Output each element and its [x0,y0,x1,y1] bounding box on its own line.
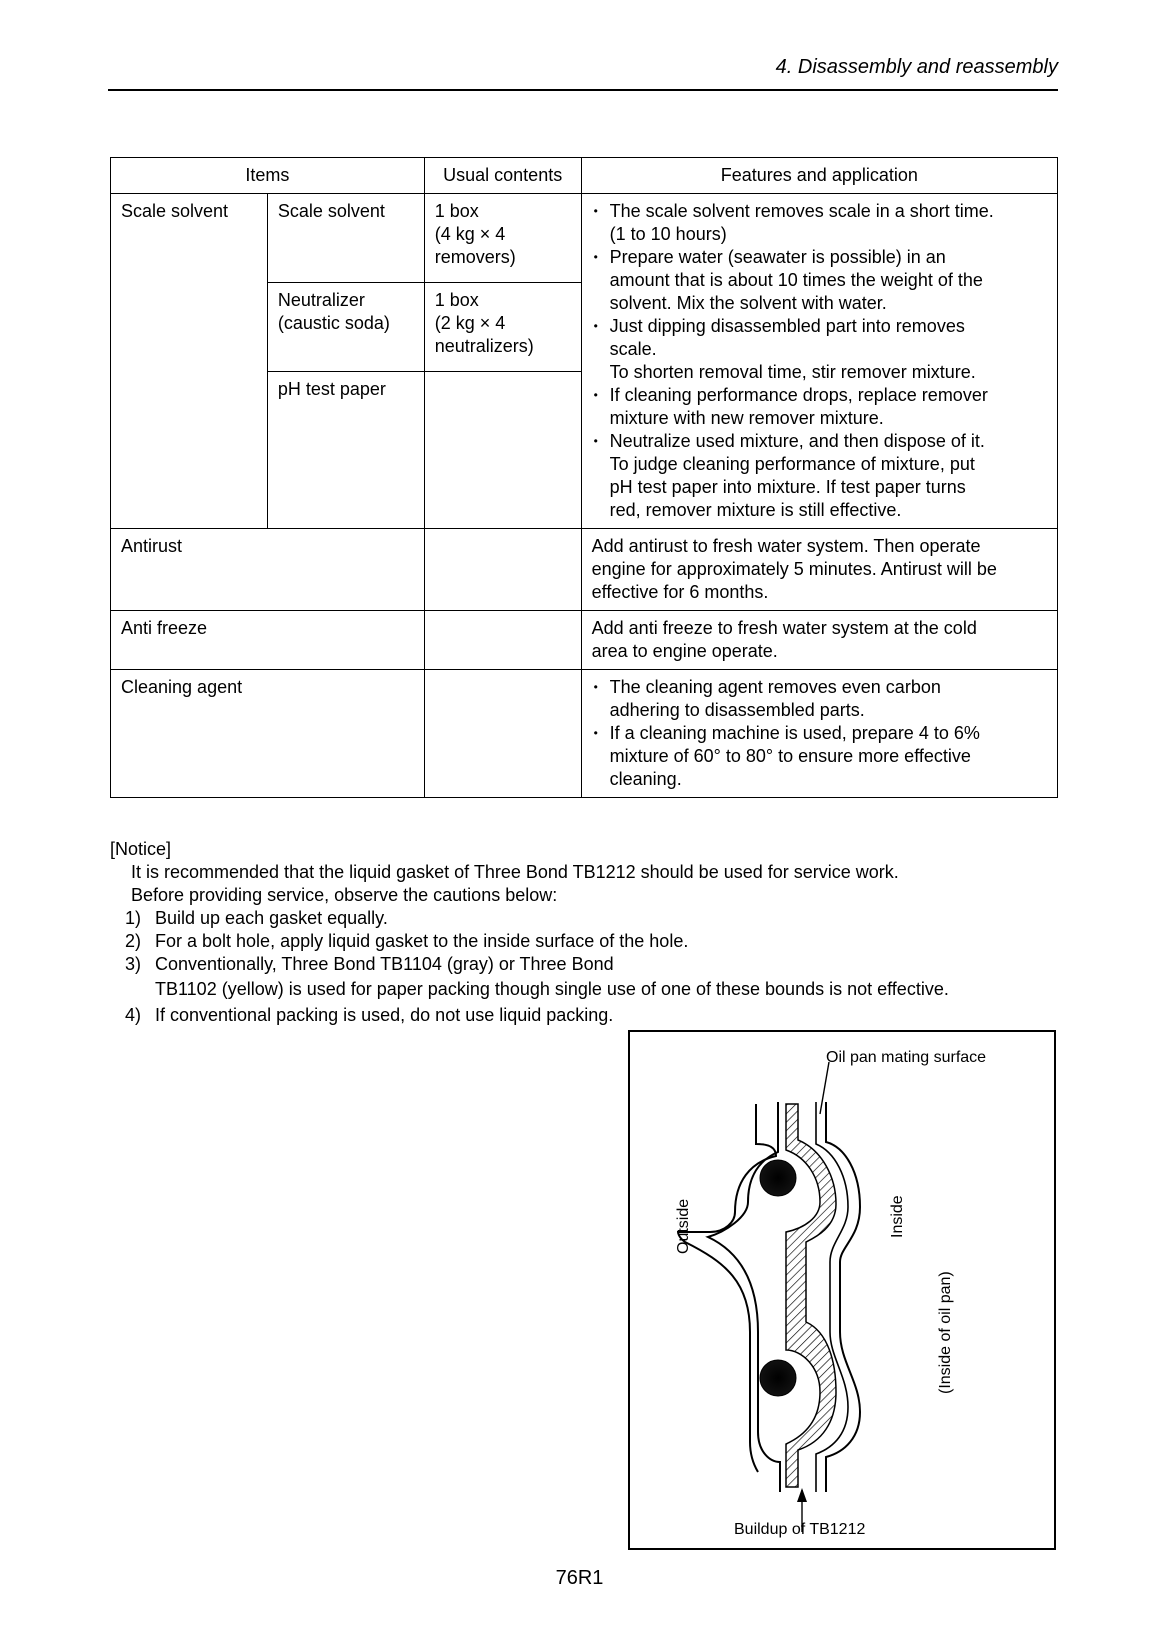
bolt-lower [760,1360,796,1396]
antirust-item-cell [111,529,425,611]
notice-section [110,838,1060,1027]
label-outside: Outside [675,1198,692,1254]
page-number: 76R1 [555,1567,604,1589]
scale-solvent-features-cell [581,194,1057,529]
antirust-features-cell: Add antirust to fresh water system. Then operate engine for approximately 5 minutes. Antirust will be effective for 6 months. [581,529,1057,611]
outside-part-outline [678,1104,776,1472]
scale-solvent-item: Scale solvent [277,201,385,221]
feature-bullet: • Prepare water (seawater is possible) in an amount that is about 10 times the weight of the solvent. Mix the solvent with water. [610,246,1047,315]
anti-freeze-item-cell [111,611,425,670]
feature-bullet: • Neutralize used mixture, and then dispose of it. To judge cleaning performance of mixture, put pH test paper into mixture. If test paper turns red, remover mixture is still effective. [610,430,1047,522]
antirust-contents-cell [424,529,581,611]
scale-solvent-item-cell [267,194,424,283]
notice-lead-line: Before providing service, observe the cautions below: [131,885,558,905]
anti-freeze-item: Anti freeze [121,618,208,638]
anti-freeze-features-cell: Add anti freeze to fresh water system at the cold area to engine operate. [581,611,1057,670]
label-inside: Inside [889,1195,906,1238]
oil-pan-outline [826,1102,860,1492]
arrow-head-icon [797,1488,807,1502]
label-buildup: Buildup of TB1212 [734,1521,866,1538]
feature-bullet: • The scale solvent removes scale in a short time. (1 to 10 hours) [610,200,1047,246]
neutralizer-item: Neutralizer [277,290,365,310]
antirust-item: Antirust [121,536,183,556]
list-item: 4) If conventional packing is used, do not use liquid packing. [125,1005,614,1025]
notice-title: [Notice] [110,839,172,859]
materials-table [110,157,1058,798]
list-item: 3) Conventionally, Three Bond TB1104 (gray) or Three Bond TB1102 (yellow) is used for paper packing though single use of one of these bounds is not effective. [125,954,949,999]
feature-bullet: • Just dipping disassembled part into removes scale. To shorten removal time, stir remover mixture. [610,315,1047,384]
contents-line: 1 box [434,290,479,310]
notice-lead-line: It is recommended that the liquid gasket of Three Bond TB1212 should be used for service work. [131,862,899,882]
top-leader-line [820,1062,829,1114]
page-header-title: 4. Disassembly and reassembly [775,56,1058,78]
neutralizer-contents-cell [424,283,581,372]
cleaning-agent-item: Cleaning agent [121,677,243,697]
ph-paper-item: pH test paper [277,379,386,399]
table-row [111,611,1058,670]
contents-line: neutralizers) [434,336,534,356]
feature-bullet: • If a cleaning machine is used, prepare 4 to 6% mixture of 60° to 80° to ensure more effective cleaning. [610,722,1047,791]
scale-solvent-group-cell [111,194,268,529]
neutralizer-item-sub: (caustic soda) [277,313,390,333]
neutralizer-item-cell [267,283,424,372]
list-item: 2) For a bolt hole, apply liquid gasket to the inside surface of the hole. [125,931,689,951]
contents-line: (4 kg × 4 [434,224,506,244]
header-items: Items [111,158,425,194]
table-row [111,194,1058,283]
notice-list [110,907,1060,1027]
header-usual-contents: Usual contents [424,158,581,194]
contents-line: (2 kg × 4 [434,313,506,333]
feature-bullet: • If cleaning performance drops, replace remover mixture with new remover mixture. [610,384,1047,430]
table-row [111,529,1058,611]
scale-solvent-group-label: Scale solvent [121,201,229,221]
anti-freeze-contents-cell [424,611,581,670]
ph-paper-contents-cell [424,372,581,529]
cleaning-agent-contents-cell [424,670,581,798]
scale-solvent-contents-cell [424,194,581,283]
table-header-row [111,158,1058,194]
contents-line: 1 box [434,201,479,221]
gasket-figure [628,1030,1056,1550]
list-item: 1) Build up each gasket equally. [125,908,388,928]
gasket-buildup [786,1104,836,1487]
table-row [111,670,1058,798]
cleaning-agent-item-cell [111,670,425,798]
cleaning-agent-features-cell [581,670,1057,798]
ph-paper-item-cell [267,372,424,529]
label-inside-of-oil-pan: (Inside of oil pan) [937,1271,954,1394]
header-features: Features and application [581,158,1057,194]
feature-bullet: • The cleaning agent removes even carbon adhering to disassembled parts. [610,676,1047,722]
label-oil-pan-mating: Oil pan mating surface [826,1049,987,1066]
header-rule [108,89,1058,91]
bolt-upper [760,1160,796,1196]
contents-line: removers) [434,247,516,267]
gasket-diagram [630,1032,1054,1548]
